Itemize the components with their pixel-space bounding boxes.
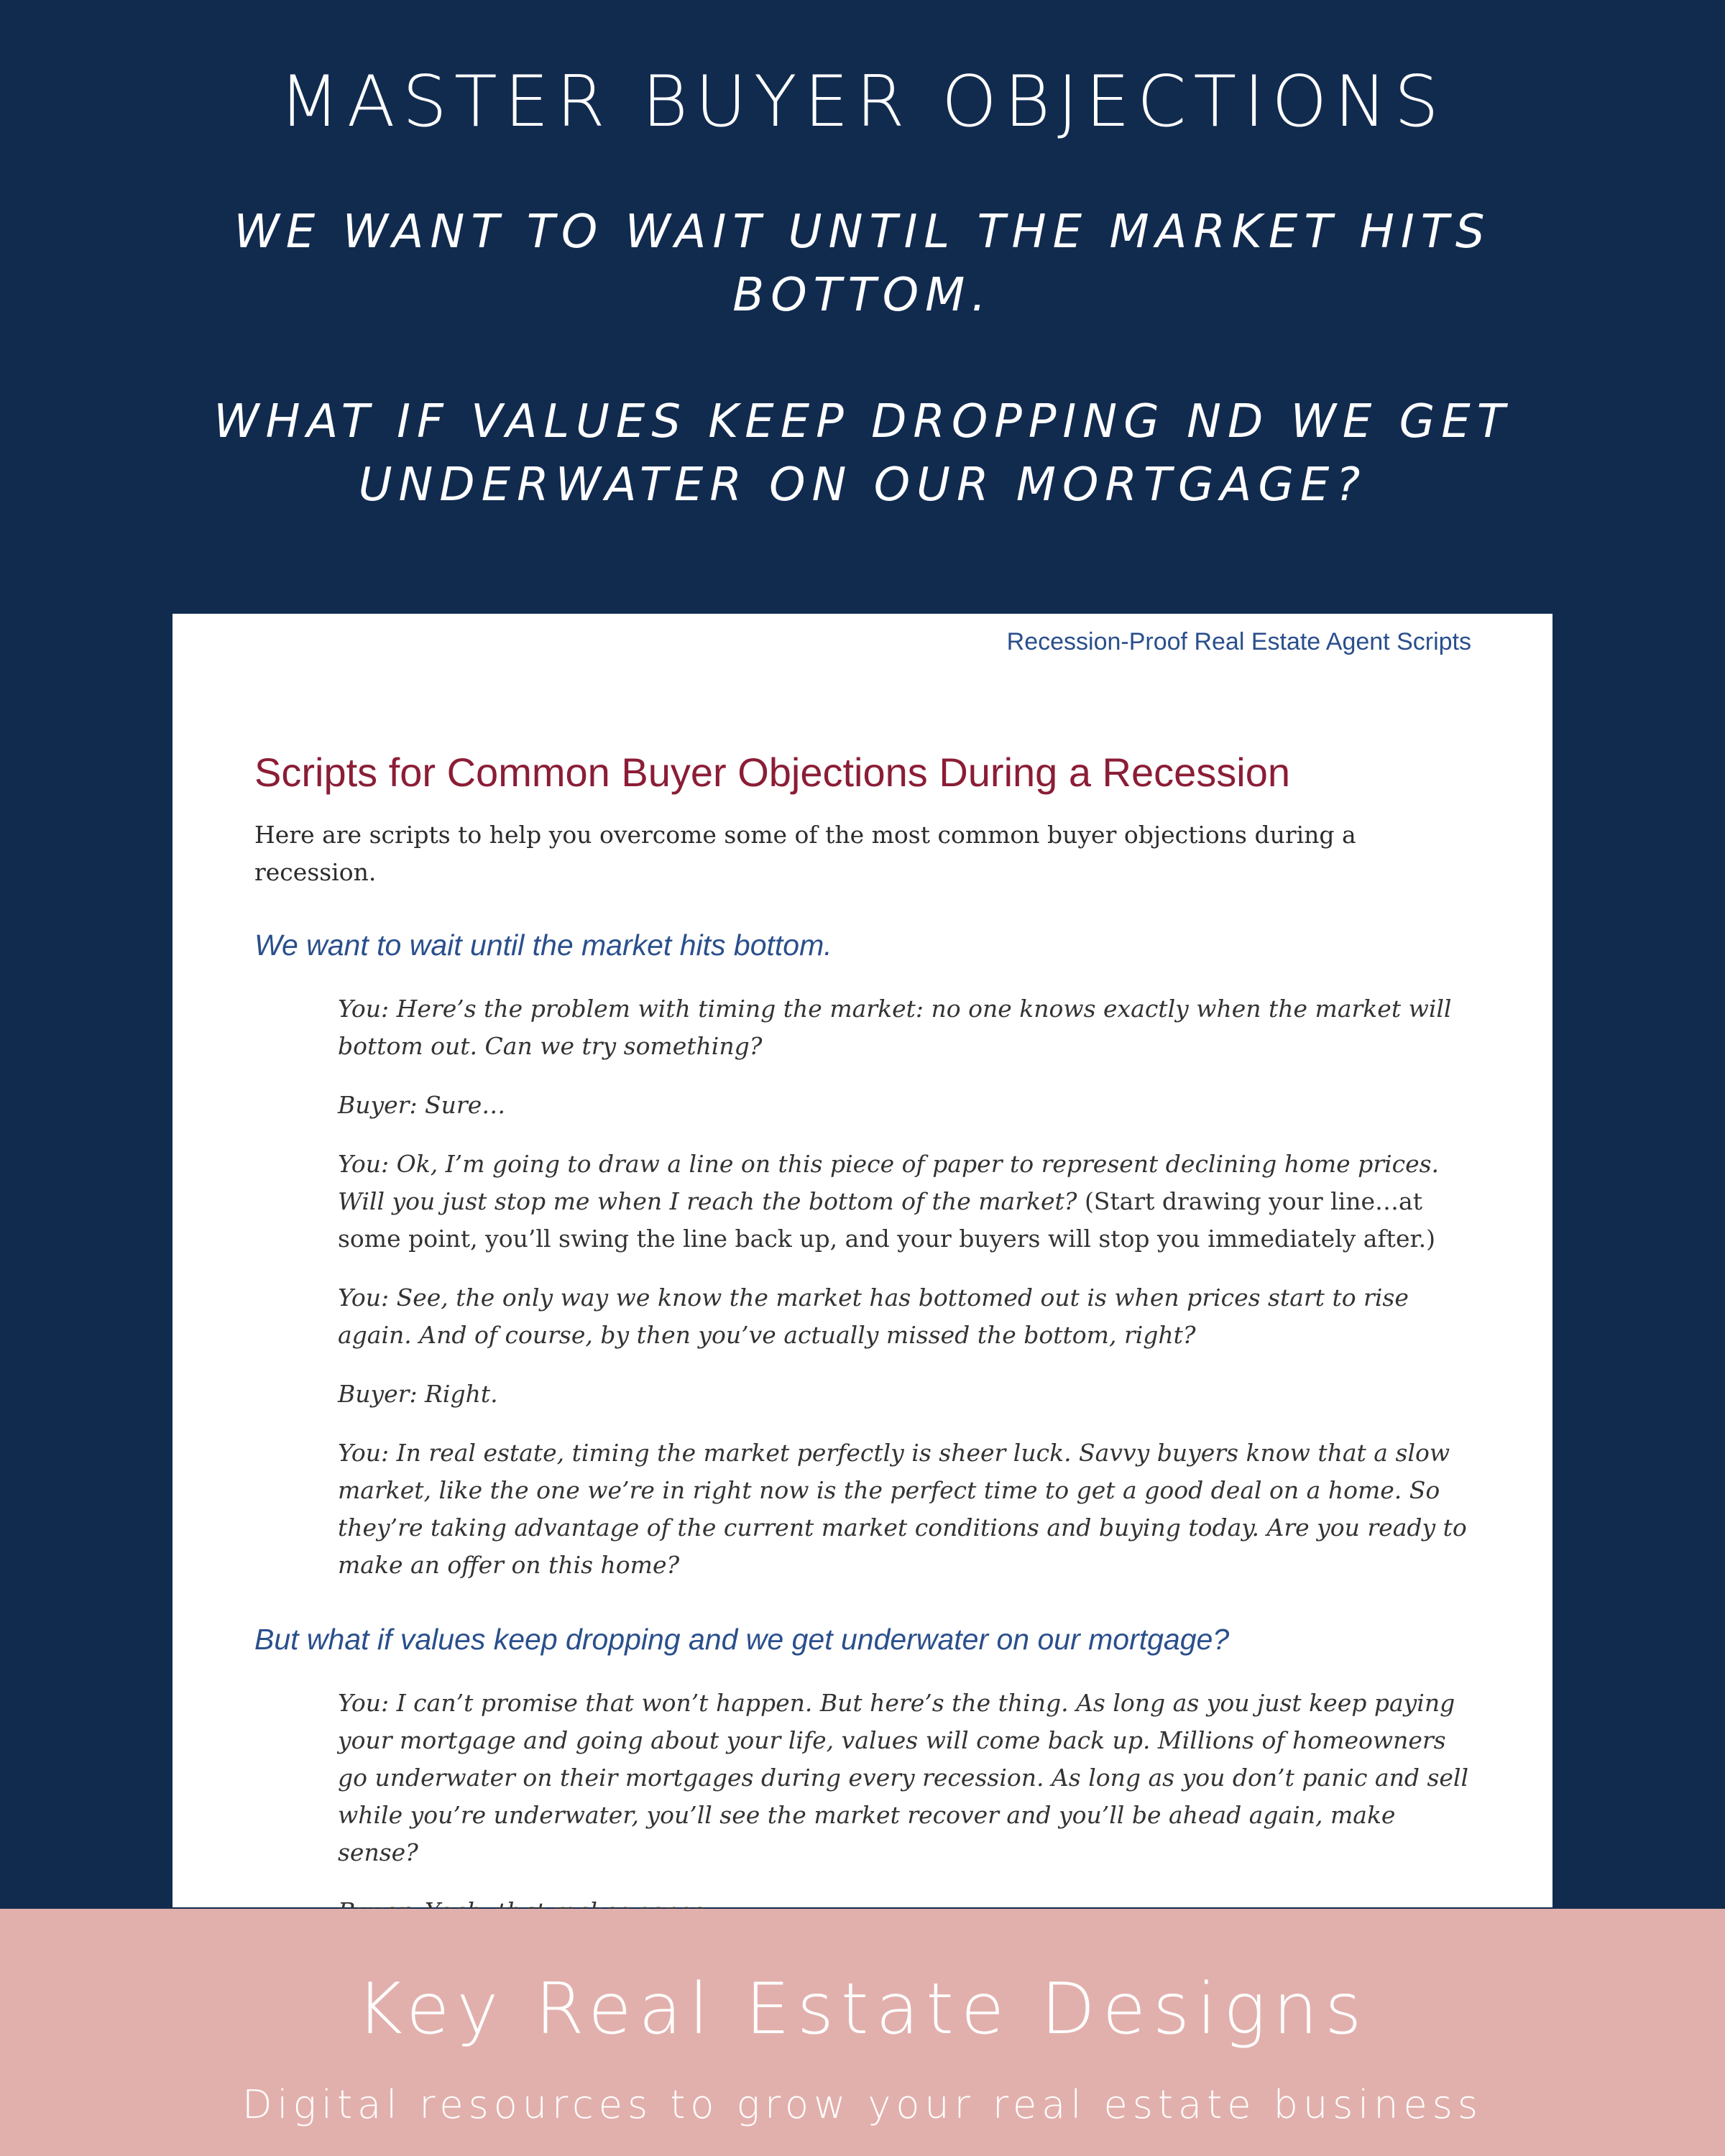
objection-subtitle-1: WE WANT TO WAIT UNTIL THE MARKET HITS BOTTOM.: [234, 206, 1491, 322]
document-header: Recession-Proof Real Estate Agent Scripts: [1006, 628, 1471, 655]
objection-question-1: We want to wait until the market hits bottom.: [254, 929, 832, 962]
document-intro: Here are scripts to help you overcome some of the most common buyer objections during a recession.: [254, 821, 1356, 886]
banner: [0, 0, 1725, 614]
brand-name: Key Real Estate Designs: [356, 1968, 1369, 2050]
script-line: You: Ok, I’m going to draw a line on this piece of paper to represent declining home prices. Will you just stop me when I reach the bottom of the market? (Start drawing your line…at some point, you’ll swing the line back up, and your buyers will stop you immediately after.): [338, 1150, 1440, 1253]
script-line: You: Here’s the problem with timing the market: no one knows exactly when the market will bottom out. Can we try something?: [338, 995, 1452, 1060]
objection-question-2: But what if values keep dropping and we get underwater on our mortgage?: [254, 1623, 1230, 1656]
script-line: Buyer: Right.: [338, 1380, 498, 1408]
footer: [0, 1909, 1725, 2156]
document-preview: [172, 614, 1552, 1907]
script-line: You: I can’t promise that won’t happen. But here’s the thing. As long as you just keep paying your mortgage and going about your life, values will come back up. Millions of homeowners go underwater on their mortgages during every recession. As long as you don’t panic and sell while you’re underwater, you’ll see the market recover and you’ll be ahead again, make sense?: [338, 1689, 1469, 1866]
script-line: You: See, the only way we know the market has bottomed out is when prices start to rise again. And of course, by then you’ve actually missed the bottom, right?: [338, 1284, 1409, 1349]
script-line: You: In real estate, timing the market perfectly is sheer luck. Savvy buyers know that a slow market, like the one we’re in right now is the perfect time to get a good deal on a home. So they’re taking advantage of the current market conditions and buying today. Are you ready to make an offer on this home?: [338, 1439, 1467, 1579]
objection-subtitle-2: WHAT IF VALUES KEEP DROPPING ND WE GET UNDERWATER ON OUR MORTGAGE?: [213, 395, 1512, 512]
page-title: MASTER BUYER OBJECTIONS: [279, 61, 1446, 143]
brand-tagline: Digital resources to grow your real estate business: [242, 2082, 1484, 2127]
script-line: Buyer: Sure…: [338, 1091, 506, 1119]
document-heading: Scripts for Common Buyer Objections During a Recession: [254, 750, 1291, 795]
script-block-1: [338, 990, 1478, 1606]
